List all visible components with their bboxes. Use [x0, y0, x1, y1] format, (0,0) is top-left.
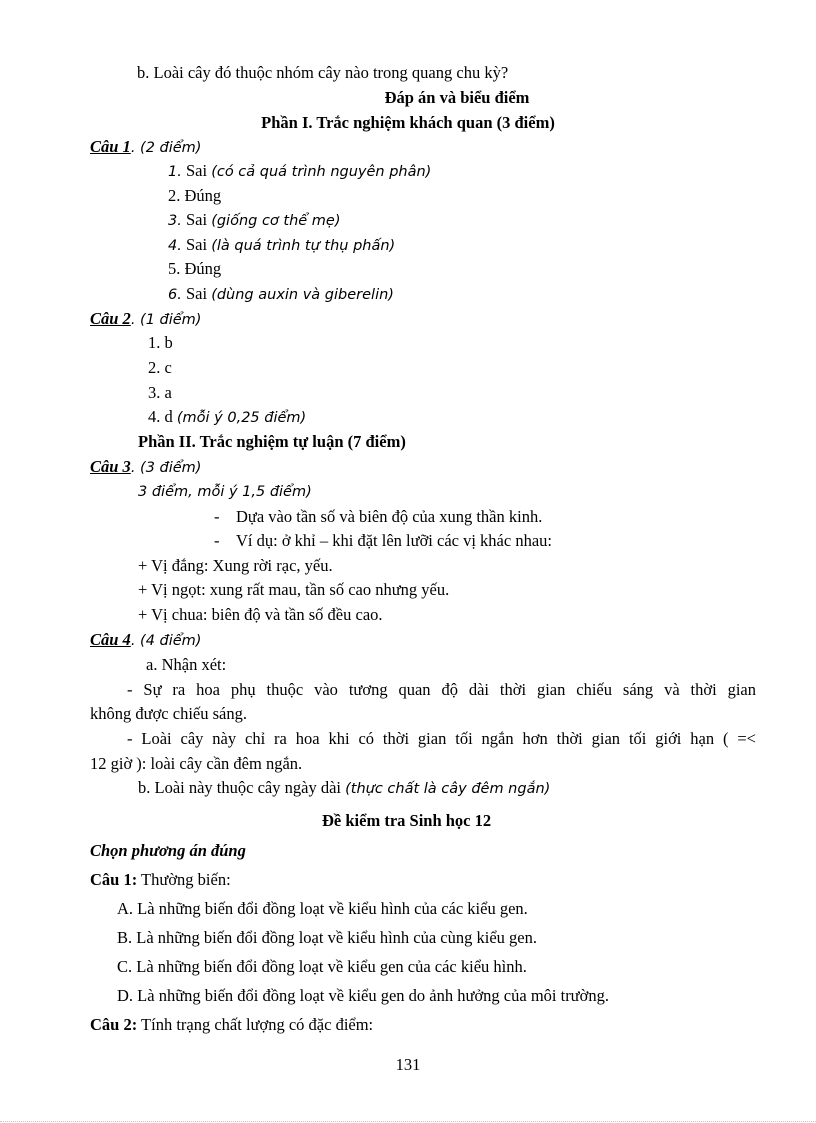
answer-key-title: Đáp án và biểu điểm: [384, 88, 530, 107]
cau4-label: Câu 4: [90, 630, 131, 649]
page-bottom-divider: [0, 1121, 816, 1122]
cau1-item: 3. Sai (giống cơ thể mẹ): [168, 210, 341, 229]
cau2-item: 4. d (mỗi ý 0,25 điểm): [148, 407, 307, 426]
cau4-paragraph2-line2: 12 giờ ): loài cây cần đêm ngắn.: [90, 754, 303, 773]
cau1-item: 5. Đúng: [168, 259, 222, 278]
cau3-bullet: - Dựa vào tần số và biên độ của xung thần kinh.: [214, 507, 543, 526]
part1-title: Phần I. Trắc nghiệm khách quan (3 điểm): [261, 113, 555, 132]
cau1-heading: [90, 137, 201, 158]
cau4-b-note: (thực chất là cây đêm ngắn): [345, 781, 551, 797]
question-b-text: b. Loài cây đó thuộc nhóm cây nào trong quang chu kỳ?: [137, 63, 509, 82]
cau3-subpoints: 3 điểm, mỗi ý 1,5 điểm): [138, 484, 312, 500]
page-number: 131: [395, 1055, 421, 1074]
cau3-plus-item: + Vị đắng: Xung rời rạc, yếu.: [138, 556, 333, 575]
cau1-item: 2. Đúng: [168, 186, 222, 205]
cau2-label: Câu 2: [90, 309, 131, 328]
cau2-points: . (1 điểm): [130, 312, 202, 328]
cau3-heading: [90, 457, 201, 478]
cau2-note: (mỗi ý 0,25 điểm): [176, 410, 307, 426]
cau2-item: 3. a: [148, 383, 172, 402]
cau1-item: 1. Sai (có cả quá trình nguyên phân): [168, 161, 432, 180]
cau4-points: . (4 điểm): [130, 633, 202, 649]
cau3-plus-item: + Vị chua: biên độ và tần số đều cao.: [138, 605, 383, 624]
cau4-paragraph1-line2: không được chiếu sáng.: [90, 704, 247, 723]
q1-option-d: D. Là những biến đổi đồng loạt về kiểu gen do ảnh hưởng của môi trường.: [117, 986, 609, 1005]
cau1-item: 6. Sai (dùng auxin và giberelin): [168, 284, 394, 303]
cau3-label: Câu 3: [90, 457, 131, 476]
cau4-heading: [90, 630, 201, 651]
part2-title: Phần II. Trắc nghiệm tự luận (7 điểm): [138, 432, 406, 451]
cau4-a: a. Nhận xét:: [146, 655, 227, 674]
exam-title: Đề kiểm tra Sinh học 12: [322, 811, 492, 830]
q1-option-b: B. Là những biến đổi đồng loạt về kiểu hình của cùng kiểu gen.: [117, 928, 537, 947]
cau1-points: . (2 điểm): [130, 140, 202, 156]
cau1-item: 4. Sai (là quá trình tự thụ phấn): [168, 235, 396, 254]
cau2-item: 1. b: [148, 333, 173, 352]
cau3-bullet: - Ví dụ: ở khỉ – khi đặt lên lưỡi các vị khác nhau:: [214, 531, 552, 550]
cau1-label: Câu 1: [90, 137, 131, 156]
exam-instruction: Chọn phương án đúng: [90, 841, 246, 860]
cau4-paragraph2-line1: - Loài cây này chỉ ra hoa khi có thời gian tối ngắn hơn thời gian tối giới hạn ( =<: [127, 729, 756, 748]
cau3-points: . (3 điểm): [130, 460, 202, 476]
cau4-paragraph1-line1: - Sự ra hoa phụ thuộc vào tương quan độ dài thời gian chiếu sáng và thời gian: [127, 680, 756, 699]
cau3-plus-item: + Vị ngọt: xung rất mau, tần số cao nhưng yếu.: [138, 580, 450, 599]
cau2-item: 2. c: [148, 358, 172, 377]
q1-option-c: C. Là những biến đổi đồng loạt về kiểu gen của các kiểu hình.: [117, 957, 527, 976]
q1-option-a: A. Là những biến đổi đồng loạt về kiểu hình của các kiểu gen.: [117, 899, 528, 918]
question-2: Câu 2: Tính trạng chất lượng có đặc điểm:: [90, 1015, 374, 1034]
cau2-heading: [90, 309, 201, 330]
cau4-b: b. Loài này thuộc cây ngày dài (thực chất là cây đêm ngắn): [138, 778, 551, 797]
question-1: Câu 1: Thường biến:: [90, 870, 231, 889]
